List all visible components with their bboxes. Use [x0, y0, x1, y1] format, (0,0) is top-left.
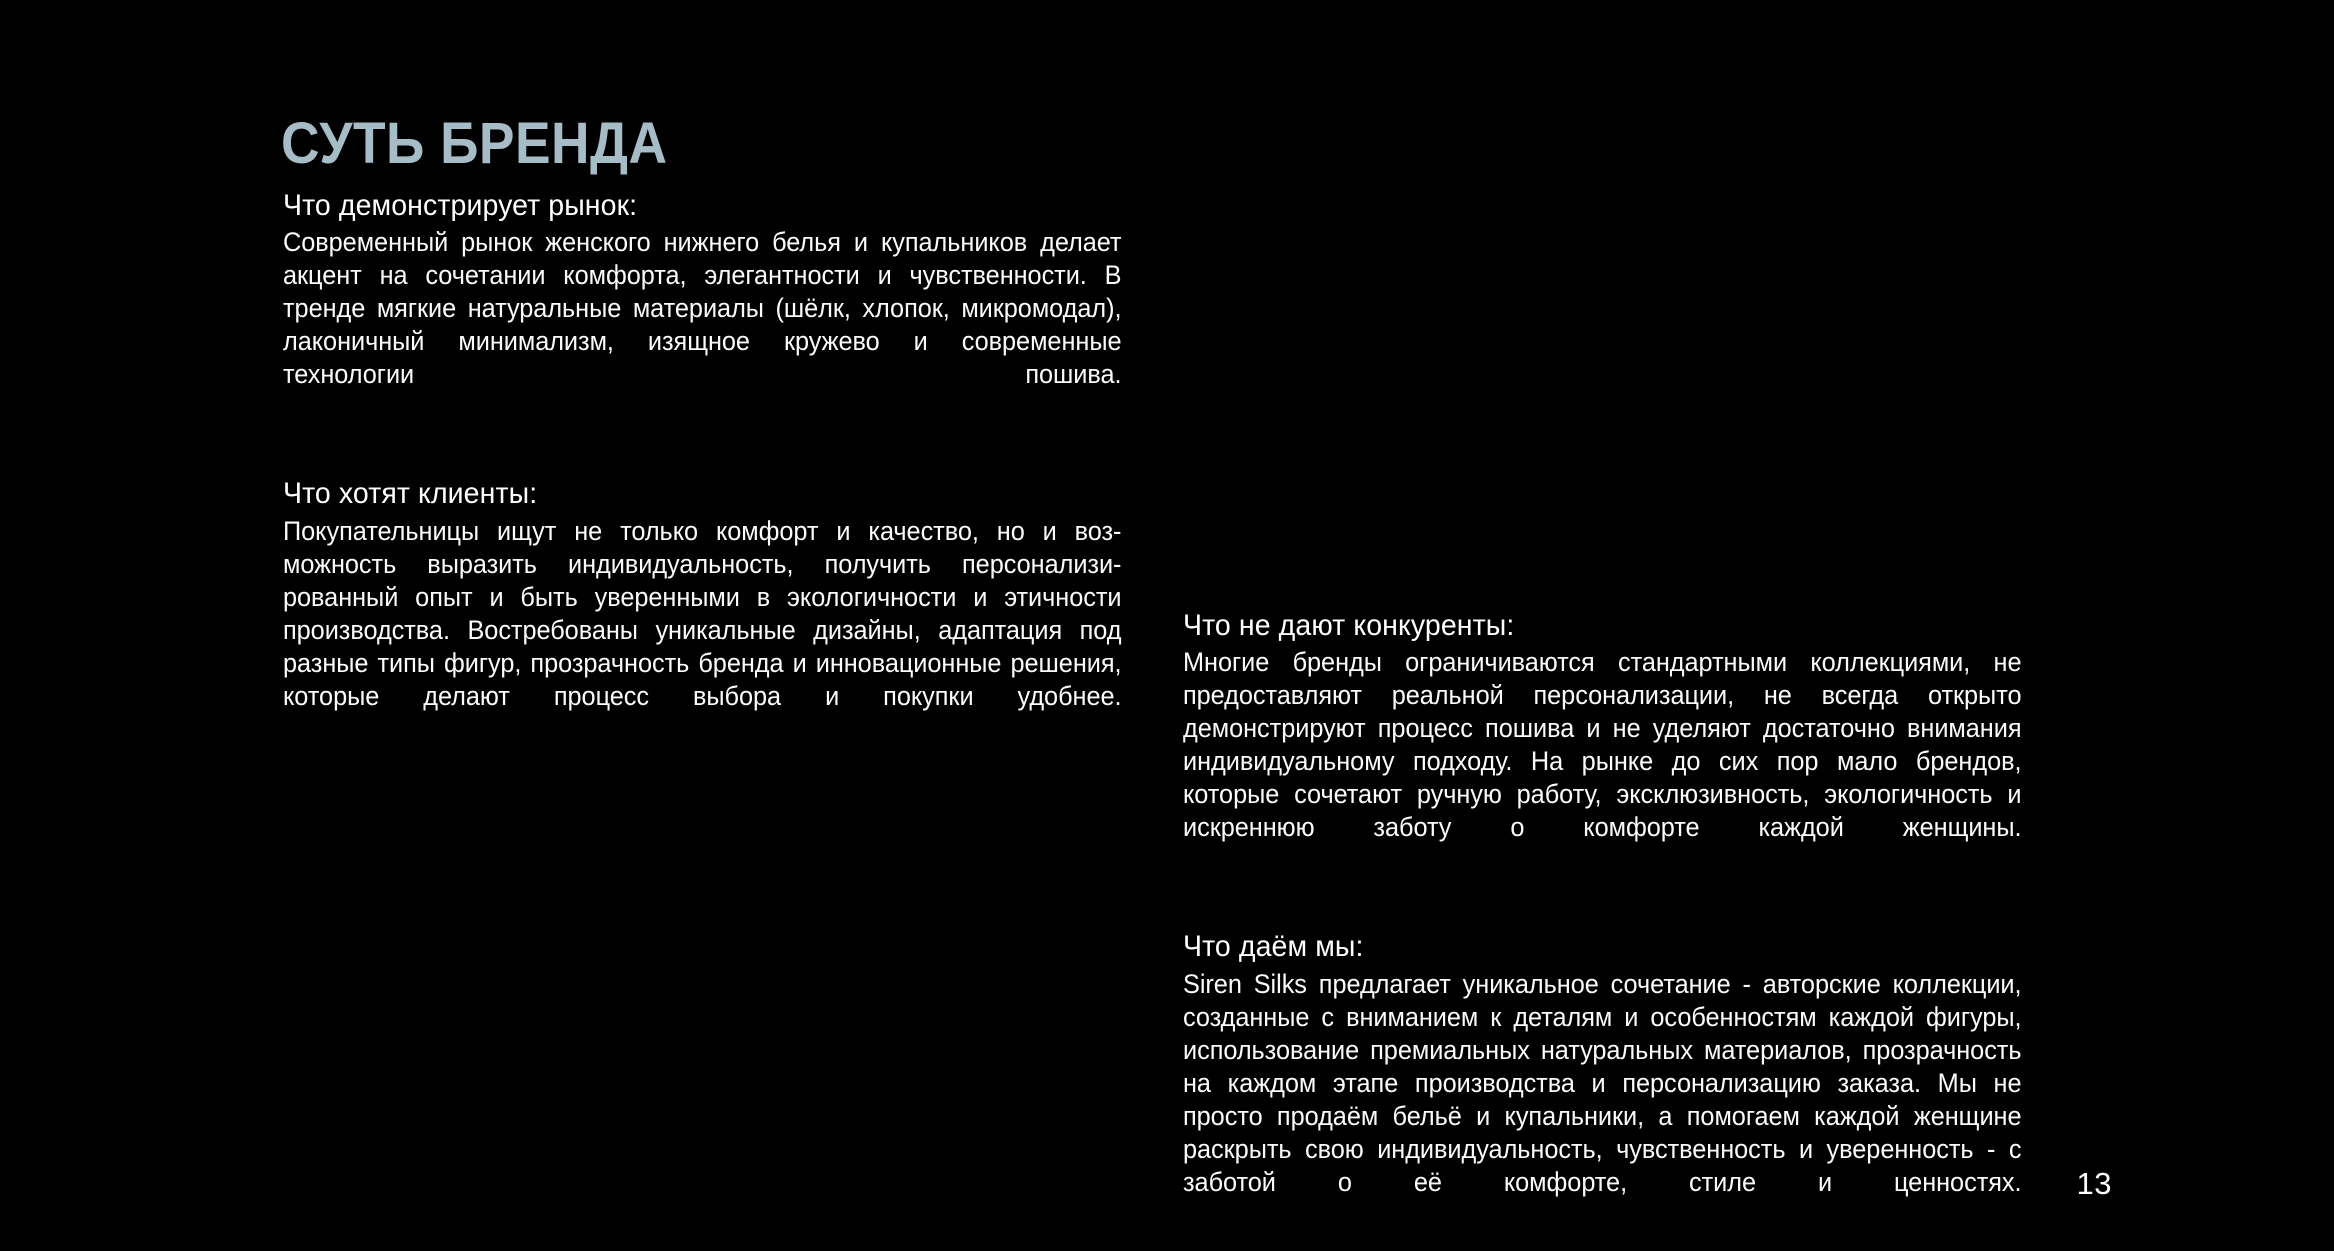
- block-heading-clients: Что хотят клиенты:: [283, 477, 538, 511]
- block-body-offering: Siren Silks предлагает уникальное сочетание - авторские коллекции, созданные с вниманием к деталям и особенностям каждой фигуры, использование премиальных натуральных материалов, прозрачность на каждом этапе производства и персонализацию заказа. Мы не просто продаём бельё и купальники, а помогаем каждой женщине раскрыть свою индивидуальность, чувственность и уверенность - с заботой о её комфорте, стиле и ценностях.: [1183, 968, 2022, 1197]
- block-heading-offering: Что даём мы:: [1183, 930, 1364, 964]
- page-number: 13: [2076, 1166, 2112, 1201]
- block-body-clients: Покупательницы ищут не только комфорт и качество, но и возможность выразить индивидуальность, получить персонализированный опыт и быть уверенными в экологичности и этичности производства. Востребованы уникальные дизайны, адаптация под разные типы фигур, прозрачность бренда и инновационные решения, которые делают процесс выбора и покупки удобнее.: [283, 515, 1122, 711]
- text-block-market: [283, 188, 1161, 424]
- block-heading-market: Что демонстрирует рынок:: [283, 189, 638, 222]
- block-body-competitors: Многие бренды ограничиваются стандартными коллекциями, не предоставляют реальной персонализации, не всегда открыто демонстрируют процесс пошива и не уделяют достаточно внимания индивидуальному подходу. На рынке до сих пор мало брендов, которые сочетают ручную работу, эксклюзивность, экологичность и искреннюю заботу о комфорте каждой женщины.: [1183, 647, 2022, 843]
- text-block-offering: [1183, 929, 2061, 1231]
- right-text-column: [1183, 608, 2061, 1232]
- text-block-competitors: [1183, 608, 2061, 877]
- left-text-column: [283, 188, 1161, 746]
- page-title: СУТЬ БРЕНДА: [281, 110, 668, 176]
- block-body-market: Современный рынок женского нижнего белья и купальников делает акцент на сочетании комфорта, элегантности и чувственности. В тренде мягкие натуральные материалы (шёлк, хлопок, микромодал), лаконичный минимализм, изящное кружево и современные технологии пошива.: [283, 227, 1122, 390]
- block-heading-competitors: Что не дают конкуренты:: [1183, 609, 1515, 642]
- text-block-clients: [283, 476, 1161, 745]
